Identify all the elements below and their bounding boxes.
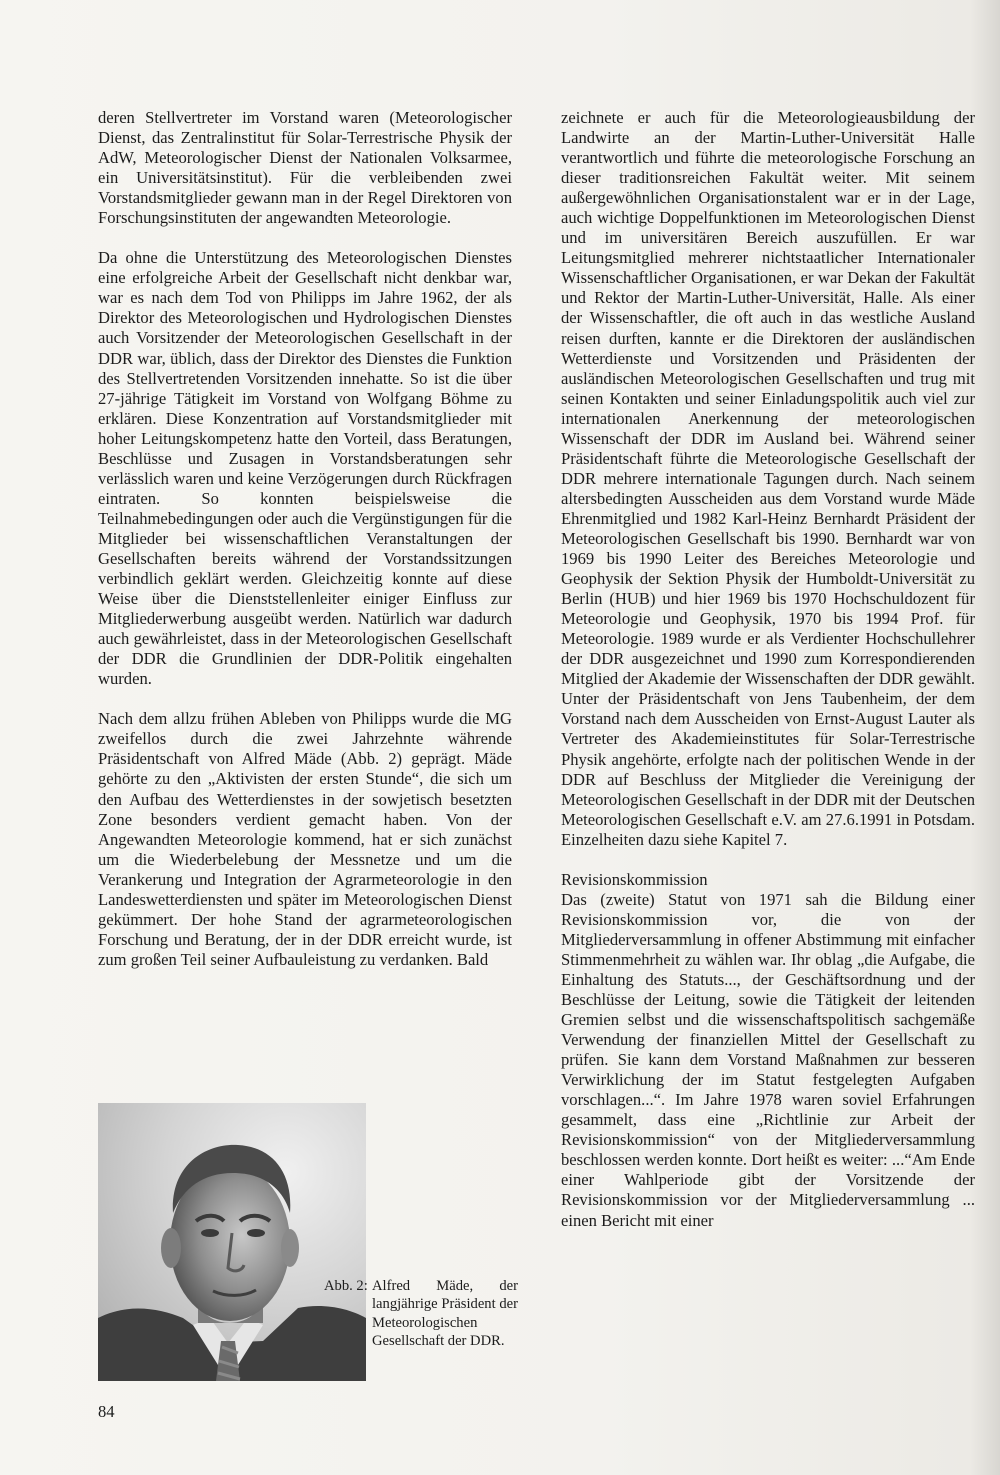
paragraph: Nach dem allzu frühen Ableben von Philipps wurde die MG zweifellos durch die zwei Jahrzehnte währende Präsidentschaft von Alfred Mäde (Abb. 2) geprägt. Mäde gehörte zu den „Aktivisten der ersten Stunde“, die sich um den Aufbau des Wetterdienstes in der sowjetisch besetzten Zone besonders verdient gemacht haben. Von der Angewandten Meteorologie kommend, hat er sich zunächst um die Wiederbelebung der Messnetze und um die Verankerung und Integration der Agrarmeteorologie in den Landeswetterdiensten und später im Meteorologischen Dienst gekümmert. Der hohe Stand der agrarmeteorologischen Forschung und Beratung, der in der DDR erreicht wurde, ist zum großen Teil seiner Aufbauleistung zu verdanken. Bald <box>98 709 512 969</box>
figure-caption-text: Alfred Mäde, der langjährige Präsident der Meteorologischen Gesellschaft der DDR. <box>372 1278 518 1349</box>
left-column <box>98 108 512 970</box>
paragraph: Das (zweite) Statut von 1971 sah die Bildung einer Revisionskommission vor, die von der Mitgliederversammlung in offener Abstimmung mit einfacher Stimmenmehrheit zu wählen war. Ihr oblag „die Aufgabe, die Einhaltung des Statuts..., der Geschäftsordnung und der Beschlüsse der Leitung, sowie die Tätigkeit der leitenden Gremien selbst und die wissenschaftspolitisch sachgemäße Verwendung der finanziellen Mittel der Gesellschaft zu prüfen. Sie kann dem Vorstand Maßnahmen zur besseren Verwirklichung der im Statut festgelegten Aufgaben vorschlagen...“. Im Jahre 1978 waren soviel Erfahrungen gesammelt, dass eine „Richtlinie zur Arbeit der Revisionskommission“ von der Mitgliederversammlung beschlossen werden konnte. Dort heißt es weiter: ...“Am Ende einer Wahlperiode gibt der Vorsitzende der Revisionskommission vor der Mitgliederversammlung ... einen Bericht mit einer <box>561 889 975 1230</box>
paragraph: Da ohne die Unterstützung des Meteorologischen Dienstes eine erfolgreiche Arbeit der Gesellschaft nicht denkbar war, war es nach dem Tod von Philipps im Jahre 1962, der als Direktor des Meteorologischen und Hydrologischen Dienstes auch Vorsitzender der Meteorologischen Gesellschaft in der DDR war, üblich, dass der Direktor des Dienstes die Funktion des Stellvertretenden Vorsitzenden innehatte. So ist die über 27-jährige Tätigkeit im Vorstand von Wolfgang Böhme zu erklären. Diese Konzentration auf Vorstandsmitglieder mit hoher Leitungskompetenz hatte den Vorteil, dass Beratungen, Beschlüsse und Zusagen in Vorstandsberatungen sehr verlässlich waren und keine Verzögerungen durch Rückfragen eintraten. So konnten beispielsweise die Teilnahmebedingungen oder auch die Vergünstigungen für die Mitglieder bei wissenschaftlichen Veranstaltungen der Gesellschaften bereits während der Vorstandssitzungen verbindlich geklärt werden. Gleichzeitig konnte auf diese Weise über die Dienststellenleiter einiger Einfluss zur Mitgliederwerbung ausgeübt werden. Natürlich war dadurch auch gewährleistet, dass in der Meteorologischen Gesellschaft der DDR die Grundlinien der DDR-Politik eingehalten wurden. <box>98 248 512 689</box>
paragraph: zeichnete er auch für die Meteorologieausbildung der Landwirte an der Martin-Luther-Universität Halle verantwortlich und führte die meteorologische Forschung an dieser traditionsreichen Fakultät weiter. Mit seinem außergewöhnlichen Organisationstalent war er in der Lage, auch wichtige Doppelfunktionen im Meteorologischen Dienst und im universitären Bereich auszufüllen. Er war Leitungsmitglied mehrerer nichtstaatlicher Internationaler Wissenschaftlicher Organisationen, er war Dekan der Fakultät und Rektor der Martin-Luther-Universität, Halle. Als einer der Wissenschaftler, die oft auch in das westliche Ausland reisen durften, kannte er die Direktoren der ausländischen Wetterdienste und Vorsitzenden und Präsidenten der ausländischen Meteorologischen Gesellschaften und trug mit seinen Kontakten und seiner Einladungspolitik auch viel zur internationalen Anerkennung der meteorologischen Wissenschaft der DDR im Ausland bei. Während seiner Präsidentschaft führte die Meteorologische Gesellschaft der DDR mehrere internationale Tagungen durch. Nach seinem altersbedingten Ausscheiden aus dem Vorstand wurde Mäde Ehrenmitglied und 1982 Karl-Heinz Bernhardt Präsident der Meteorologischen Gesellschaft bis 1990. Bernhardt war von 1969 bis 1990 Leiter des Bereiches Meteorologie und Geophysik der Sektion Physik der Humboldt-Universität zu Berlin (HUB) und hier 1969 bis 1970 Hochschuldozent für Meteorologie und Geophysik, 1970 bis 1994 Prof. für Meteorologie. 1989 wurde er als Verdienter Hochschullehrer der DDR ausgezeichnet und 1990 zum Korrespondierenden Mitglied der Akademie der Wissenschaften der DDR gewählt. Unter der Präsidentschaft von Jens Taubenheim, der dem Vorstand nach dem Ausscheiden von Ernst-August Lauter als Vertreter des Akademieinstitutes für Solar-Terrestrische Physik angehörte, erfolgte nach der politischen Wende in der DDR auf Beschluss der Mitglieder die Vereinigung der Meteorologischen Gesellschaft in der DDR mit der Deutschen Meteorologischen Gesellschaft e.V. am 27.6.1991 in Potsdam. Einzelheiten dazu siehe Kapitel 7. <box>561 108 975 849</box>
page-number: 84 <box>98 1402 115 1421</box>
figure-caption <box>324 1277 518 1350</box>
figure-abb-2 <box>98 1103 518 1383</box>
section-heading: Revisionskommission <box>561 869 708 889</box>
paragraph: deren Stellvertreter im Vorstand waren (Meteorologischer Dienst, das Zentralinstitut für Solar-Terrestrische Physik der AdW, Meteorologischer Dienst der Nationalen Volksarmee, ein Universitätsinstitut). Für die verbleibenden zwei Vorstandsmitglieder gewann man in der Regel Direktoren von Forschungsinstituten der angewandten Meteorologie. <box>98 108 512 228</box>
figure-label: Abb. 2: <box>324 1278 368 1294</box>
right-column <box>561 108 975 1231</box>
